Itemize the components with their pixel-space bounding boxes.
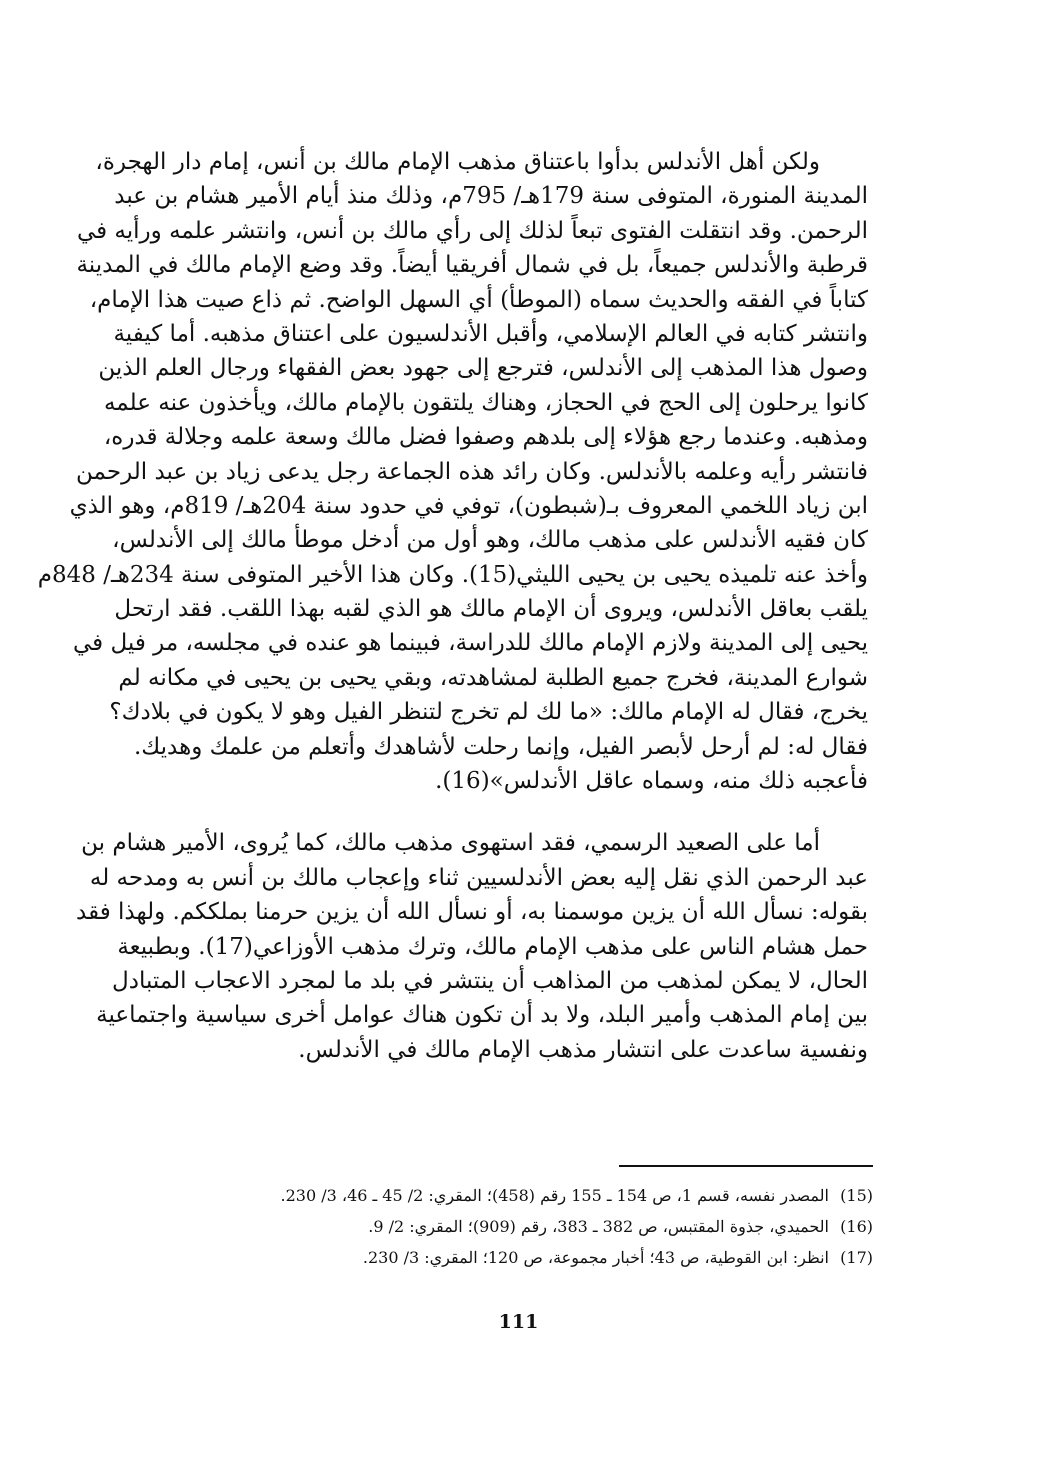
page-number: 111 (498, 1311, 539, 1333)
text-line: ومذهبه. وعندما رجع هؤلاء إلى بلدهم وصفوا فضل مالك وسعة علمه وجلالة قدره، (103, 424, 868, 451)
text-line: وأخذ عنه تلميذه يحيى بن يحيى الليثي(15). وكان هذا الأخير المتوفى سنة 234هـ/ 848م (37, 561, 868, 588)
footnote-number: (17) (840, 1248, 873, 1267)
text-line: حمل هشام الناس على مذهب الإمام مالك، وترك مذهب الأوزاعي(17). وبطبيعة (117, 933, 868, 960)
footnote-item (153, 1180, 873, 1211)
text-line: ولكن أهل الأندلس بدأوا باعتناق مذهب الإمام مالك بن أنس، إمام دار الهجرة، (95, 149, 820, 175)
text-line: قرطبة والأندلس جميعاً، بل في شمال أفريقيا أيضاً. وقد وضع الإمام مالك في المدينة (76, 252, 868, 279)
text-line: كتاباً في الفقه والحديث سماه (الموطأ) أي السهل الواضح. ثم ذاع صيت هذا الإمام، (89, 286, 868, 313)
text-line: أما على الصعيد الرسمي، فقد استهوى مذهب مالك، كما يُروى، الأمير هشام بن (81, 830, 820, 857)
footnote-text: انظر: ابن القوطية، ص 43؛ أخبار مجموعة، ص 120؛ المقري: 3/ 230. (362, 1248, 829, 1267)
footnote-item (153, 1242, 873, 1273)
text-line: بقوله: نسأل الله أن يزين موسمنا به، أو نسأل الله أن يزين حرمنا بملككم. ولهذا فقد (76, 899, 868, 926)
text-line: ابن زياد اللخمي المعروف بـ(شبطون)، توفي في حدود سنة 204هـ/ 819م، وهو الذي (69, 492, 868, 519)
text-line: فقال له: لم أرحل لأبصر الفيل، وإنما رحلت لأشاهدك وأتعلم من علمك وهديك. (133, 733, 868, 760)
footnotes (153, 1180, 873, 1273)
text-line: الرحمن. وقد انتقلت الفتوى تبعاً لذلك إلى رأي مالك بن أنس، وانتشر علمه ورأيه في (76, 217, 868, 244)
footnote-text: الحميدي، جذوة المقتبس، ص 382 ـ 383، رقم (909)؛ المقري: 2/ 9. (368, 1217, 829, 1236)
text-line: وانتشر كتابه في العالم الإسلامي، وأقبل الأندلسيون على اعتناق مذهبه. أما كيفية (113, 320, 868, 347)
text-line: بين إمام المذهب وأمير البلد، ولا بد أن تكون هناك عوامل أخرى سياسية واجتماعية (96, 1002, 868, 1029)
page-body (37, 145, 868, 1067)
footnote-number: (16) (840, 1217, 873, 1236)
text-line: فأعجبه ذلك منه، وسماه عاقل الأندلس»(16). (435, 768, 868, 795)
paragraph-2 (76, 826, 868, 1067)
text-line: يحيى إلى المدينة ولازم الإمام مالك للدراسة، فبينما هو عنده في مجلسه، مر فيل في (73, 630, 868, 657)
text-line: ونفسية ساعدت على انتشار مذهب الإمام مالك في الأندلس. (298, 1036, 868, 1063)
text-line: كان فقيه الأندلس على مذهب مالك، وهو أول من أدخل موطأ مالك إلى الأندلس، (112, 527, 868, 554)
footnote-text: المصدر نفسه، قسم 1، ص 154 ـ 155 رقم (458)؛ المقري: 2/ 45 ـ 46، 3/ 230. (280, 1186, 829, 1205)
footnote-separator (619, 1165, 873, 1167)
text-line: الحال، لا يمكن لمذهب من المذاهب أن ينتشر في بلد ما لمجرد الاعجاب المتبادل (112, 967, 868, 994)
text-line: فانتشر رأيه وعلمه بالأندلس. وكان رائد هذه الجماعة رجل يدعى زياد بن عبد الرحمن (76, 458, 868, 485)
footnote-number: (15) (840, 1186, 873, 1205)
text-line: يلقب بعاقل الأندلس، ويروى أن الإمام مالك هو الذي لقبه بهذا اللقب. فقد ارتحل (114, 596, 868, 623)
text-line: يخرج، فقال له الإمام مالك: «ما لك لم تخرج لتنظر الفيل وهو لا يكون في بلادك؟ (109, 699, 868, 726)
footnote-item (153, 1211, 873, 1242)
paragraph-1 (37, 145, 868, 798)
text-line: شوارع المدينة، فخرج جميع الطلبة لمشاهدته، وبقي يحيى بن يحيى في مكانه لم (118, 664, 868, 691)
text-line: وصول هذا المذهب إلى الأندلس، فترجع إلى جهود بعض الفقهاء ورجال العلم الذين (98, 355, 868, 382)
text-line: المدينة المنورة، المتوفى سنة 179هـ/ 795م، وذلك منذ أيام الأمير هشام بن عبد (114, 183, 868, 210)
text-line: عبد الرحمن الذي نقل إليه بعض الأندلسيين ثناء وإعجاب مالك بن أنس به ومدحه له (89, 864, 868, 891)
text-line: كانوا يرحلون إلى الحج في الحجاز، وهناك يلتقون بالإمام مالك، ويأخذون عنه علمه (103, 389, 868, 416)
